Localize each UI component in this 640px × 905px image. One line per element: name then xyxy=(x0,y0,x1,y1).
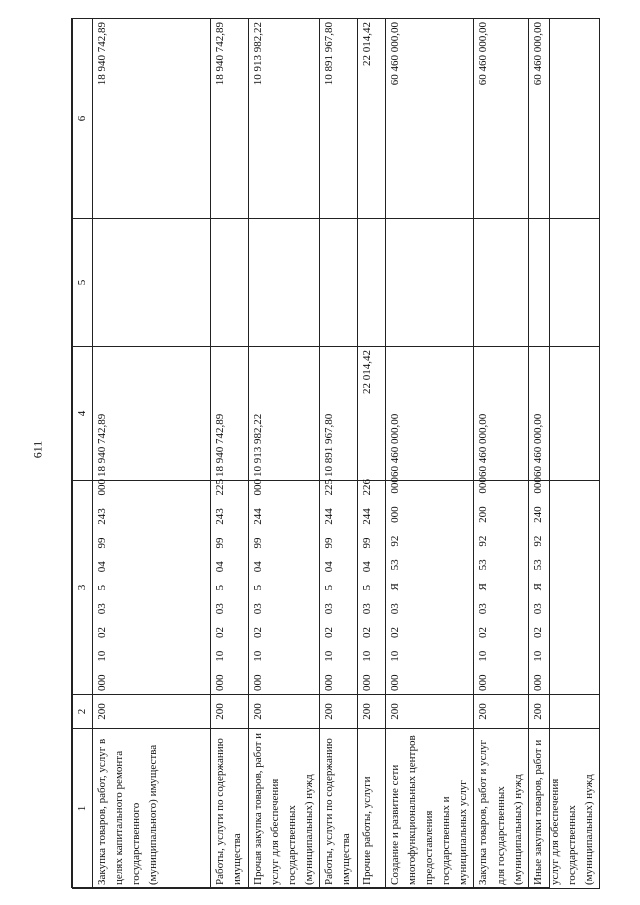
row-amount-3: 10 891 967,80 xyxy=(320,19,358,219)
row-amount-3: 10 913 982,22 xyxy=(249,19,320,219)
row-amount-2 xyxy=(320,219,358,347)
column-number: 1 xyxy=(73,729,93,889)
row-amount-1: 60 460 000,00 xyxy=(474,347,528,481)
row-amount-1: 18 940 742,89 xyxy=(211,347,249,481)
table-row xyxy=(211,19,249,889)
row-amount-3: 18 940 742,89 xyxy=(93,19,211,219)
column-number: 5 xyxy=(73,219,93,347)
row-amount-3: 22 014,42 xyxy=(358,19,386,219)
row-name: Прочие работы, услуги xyxy=(358,729,386,889)
row-kbk: 000 10 02 03 5 04 99 244 226 xyxy=(358,481,386,695)
column-number: 6 xyxy=(73,19,93,219)
row-amount-3: 18 940 742,89 xyxy=(211,19,249,219)
row-code: 200 xyxy=(386,695,474,729)
row-amount-1: 60 460 000,00 xyxy=(528,347,599,481)
column-number: 2 xyxy=(73,695,93,729)
row-name: Закупка товаров, работ и услуг для государственных (муниципальных) нужд xyxy=(474,729,528,889)
row-kbk: 000 10 02 03 5 04 99 244 000 xyxy=(249,481,320,695)
row-amount-2 xyxy=(386,219,474,347)
table-row xyxy=(528,19,599,889)
row-code: 200 xyxy=(474,695,528,729)
row-code: 200 xyxy=(93,695,211,729)
row-amount-1: 18 940 742,89 xyxy=(93,347,211,481)
row-amount-1: 60 460 000,00 xyxy=(386,347,474,481)
row-code: 200 xyxy=(358,695,386,729)
row-amount-2 xyxy=(93,219,211,347)
row-amount-1: 22 014,42 xyxy=(358,347,386,481)
row-amount-3: 60 460 000,00 xyxy=(474,19,528,219)
row-name: Работы, услуги по содержанию имущества xyxy=(211,729,249,889)
row-name: Прочая закупка товаров, работ и услуг для обеспечения государственных (муниципальных) нужд xyxy=(249,729,320,889)
row-kbk: 000 10 02 03 5 04 99 243 000 xyxy=(93,481,211,695)
row-amount-2 xyxy=(249,219,320,347)
row-code: 200 xyxy=(528,695,599,729)
row-amount-2 xyxy=(528,219,599,347)
table-row xyxy=(386,19,474,889)
row-code: 200 xyxy=(320,695,358,729)
row-code: 200 xyxy=(211,695,249,729)
row-amount-3: 60 460 000,00 xyxy=(386,19,474,219)
row-kbk: 000 10 02 03 Я 53 92 240 000 xyxy=(528,481,599,695)
column-number: 4 xyxy=(73,347,93,481)
table-row xyxy=(249,19,320,889)
row-name: Иные закупки товаров, работ и услуг для обеспечения государственных (муниципальных) нужд xyxy=(528,729,599,889)
row-amount-1: 10 891 967,80 xyxy=(320,347,358,481)
row-kbk: 000 10 02 03 Я 53 92 000 000 xyxy=(386,481,474,695)
row-kbk: 000 10 02 03 Я 53 92 200 000 xyxy=(474,481,528,695)
table-row xyxy=(358,19,386,889)
row-amount-2 xyxy=(211,219,249,347)
row-code: 200 xyxy=(249,695,320,729)
page-number: 611 xyxy=(30,440,45,459)
row-amount-3: 60 460 000,00 xyxy=(528,19,599,219)
column-number-row xyxy=(73,19,93,889)
rotated-table-frame xyxy=(71,18,595,888)
table-rotator xyxy=(72,19,595,889)
table-row xyxy=(320,19,358,889)
row-kbk: 000 10 02 03 5 04 99 243 225 xyxy=(211,481,249,695)
row-kbk: 000 10 02 03 5 04 99 244 225 xyxy=(320,481,358,695)
column-number: 3 xyxy=(73,481,93,695)
row-amount-2 xyxy=(474,219,528,347)
budget-table xyxy=(72,18,600,889)
row-name: Закупка товаров, работ, услуг в целях капитального ремонта государственного (муниципального) имущества xyxy=(93,729,211,889)
row-name: Работы, услуги по содержанию имущества xyxy=(320,729,358,889)
row-name: Создание и развитие сети многофункциональных центров предоставления государственных и муниципальных услуг xyxy=(386,729,474,889)
row-amount-1: 10 913 982,22 xyxy=(249,347,320,481)
table-row xyxy=(93,19,211,889)
row-amount-2 xyxy=(358,219,386,347)
table-row xyxy=(474,19,528,889)
